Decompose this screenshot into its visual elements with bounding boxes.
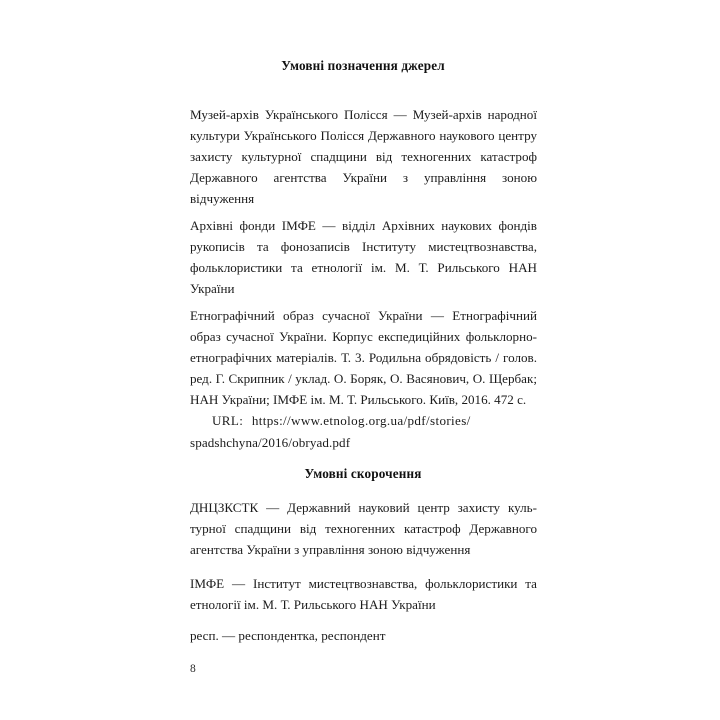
abbreviation-entry-text: ІМФЕ — Інститут мистецтвознавства, фольклористики та етнології ім. М. Т. Рильського НАН України: [190, 576, 537, 613]
abbreviation-entry-resp: [190, 625, 537, 646]
abbreviation-entry-text: ДНЦЗКСТК — Державний науковий центр захисту культурної спадщини від техногенних катастроф Державного агентства України з управління зоною відчуження: [190, 500, 537, 558]
source-entry-muzei-arkhiv: [190, 104, 537, 209]
source-entry-text: Етнографічний образ сучасної України — Етнографічний образ сучасної України. Корпус експедиційних фольклорно-етнографічних матеріалів. Т. 3. Родильна обрядовість / голов. ред. Г. Скрипник / уклад. О. Боряк, О. Васянович, О. Щербак; НАН України; ІМФЕ ім. М. Т. Рильського. Київ, 2016. 472 с.: [190, 308, 537, 408]
url-value-part-2[interactable]: spadshchyna/2016/obryad.pdf: [190, 434, 351, 450]
abbreviation-entry-imfe: [190, 573, 537, 615]
section-heading-sources: Умовні позначення джерел: [281, 58, 445, 73]
source-entry-arkhivni-fondy-imfe: [190, 215, 537, 299]
source-entry-text: Архівні фонди ІМФЕ — відділ Архівних наукових фондів рукописів та фонозаписів Інституту мистецтвознавства, фольклористики та етнології ім. М. Т. Рильського НАН України: [190, 218, 537, 297]
source-entry-etnografichnyi-obraz: [190, 305, 537, 453]
abbreviation-entry-text: респ. — респондентка, респондент: [190, 628, 386, 643]
source-entry-url-line: [190, 410, 537, 431]
section-heading-abbreviations: Умовні скорочення: [304, 466, 422, 481]
abbreviation-entry-dnczkstk: [190, 497, 537, 560]
page-number: 8: [190, 663, 196, 675]
url-label: URL:: [212, 413, 244, 429]
section-heading-sources-container: [190, 58, 536, 74]
url-value-part-1[interactable]: https://www.etnolog.org.ua/pdf/stories/: [251, 413, 471, 429]
source-entry-text: Музей-архів Українського Полісся — Музей-архів народної культури Українського Полісся Державного наукового центру захисту культурної спадщини від техногенних катастроф Державного агентства України з управління зоною відчуження: [190, 107, 537, 207]
section-heading-abbreviations-container: [190, 466, 536, 482]
